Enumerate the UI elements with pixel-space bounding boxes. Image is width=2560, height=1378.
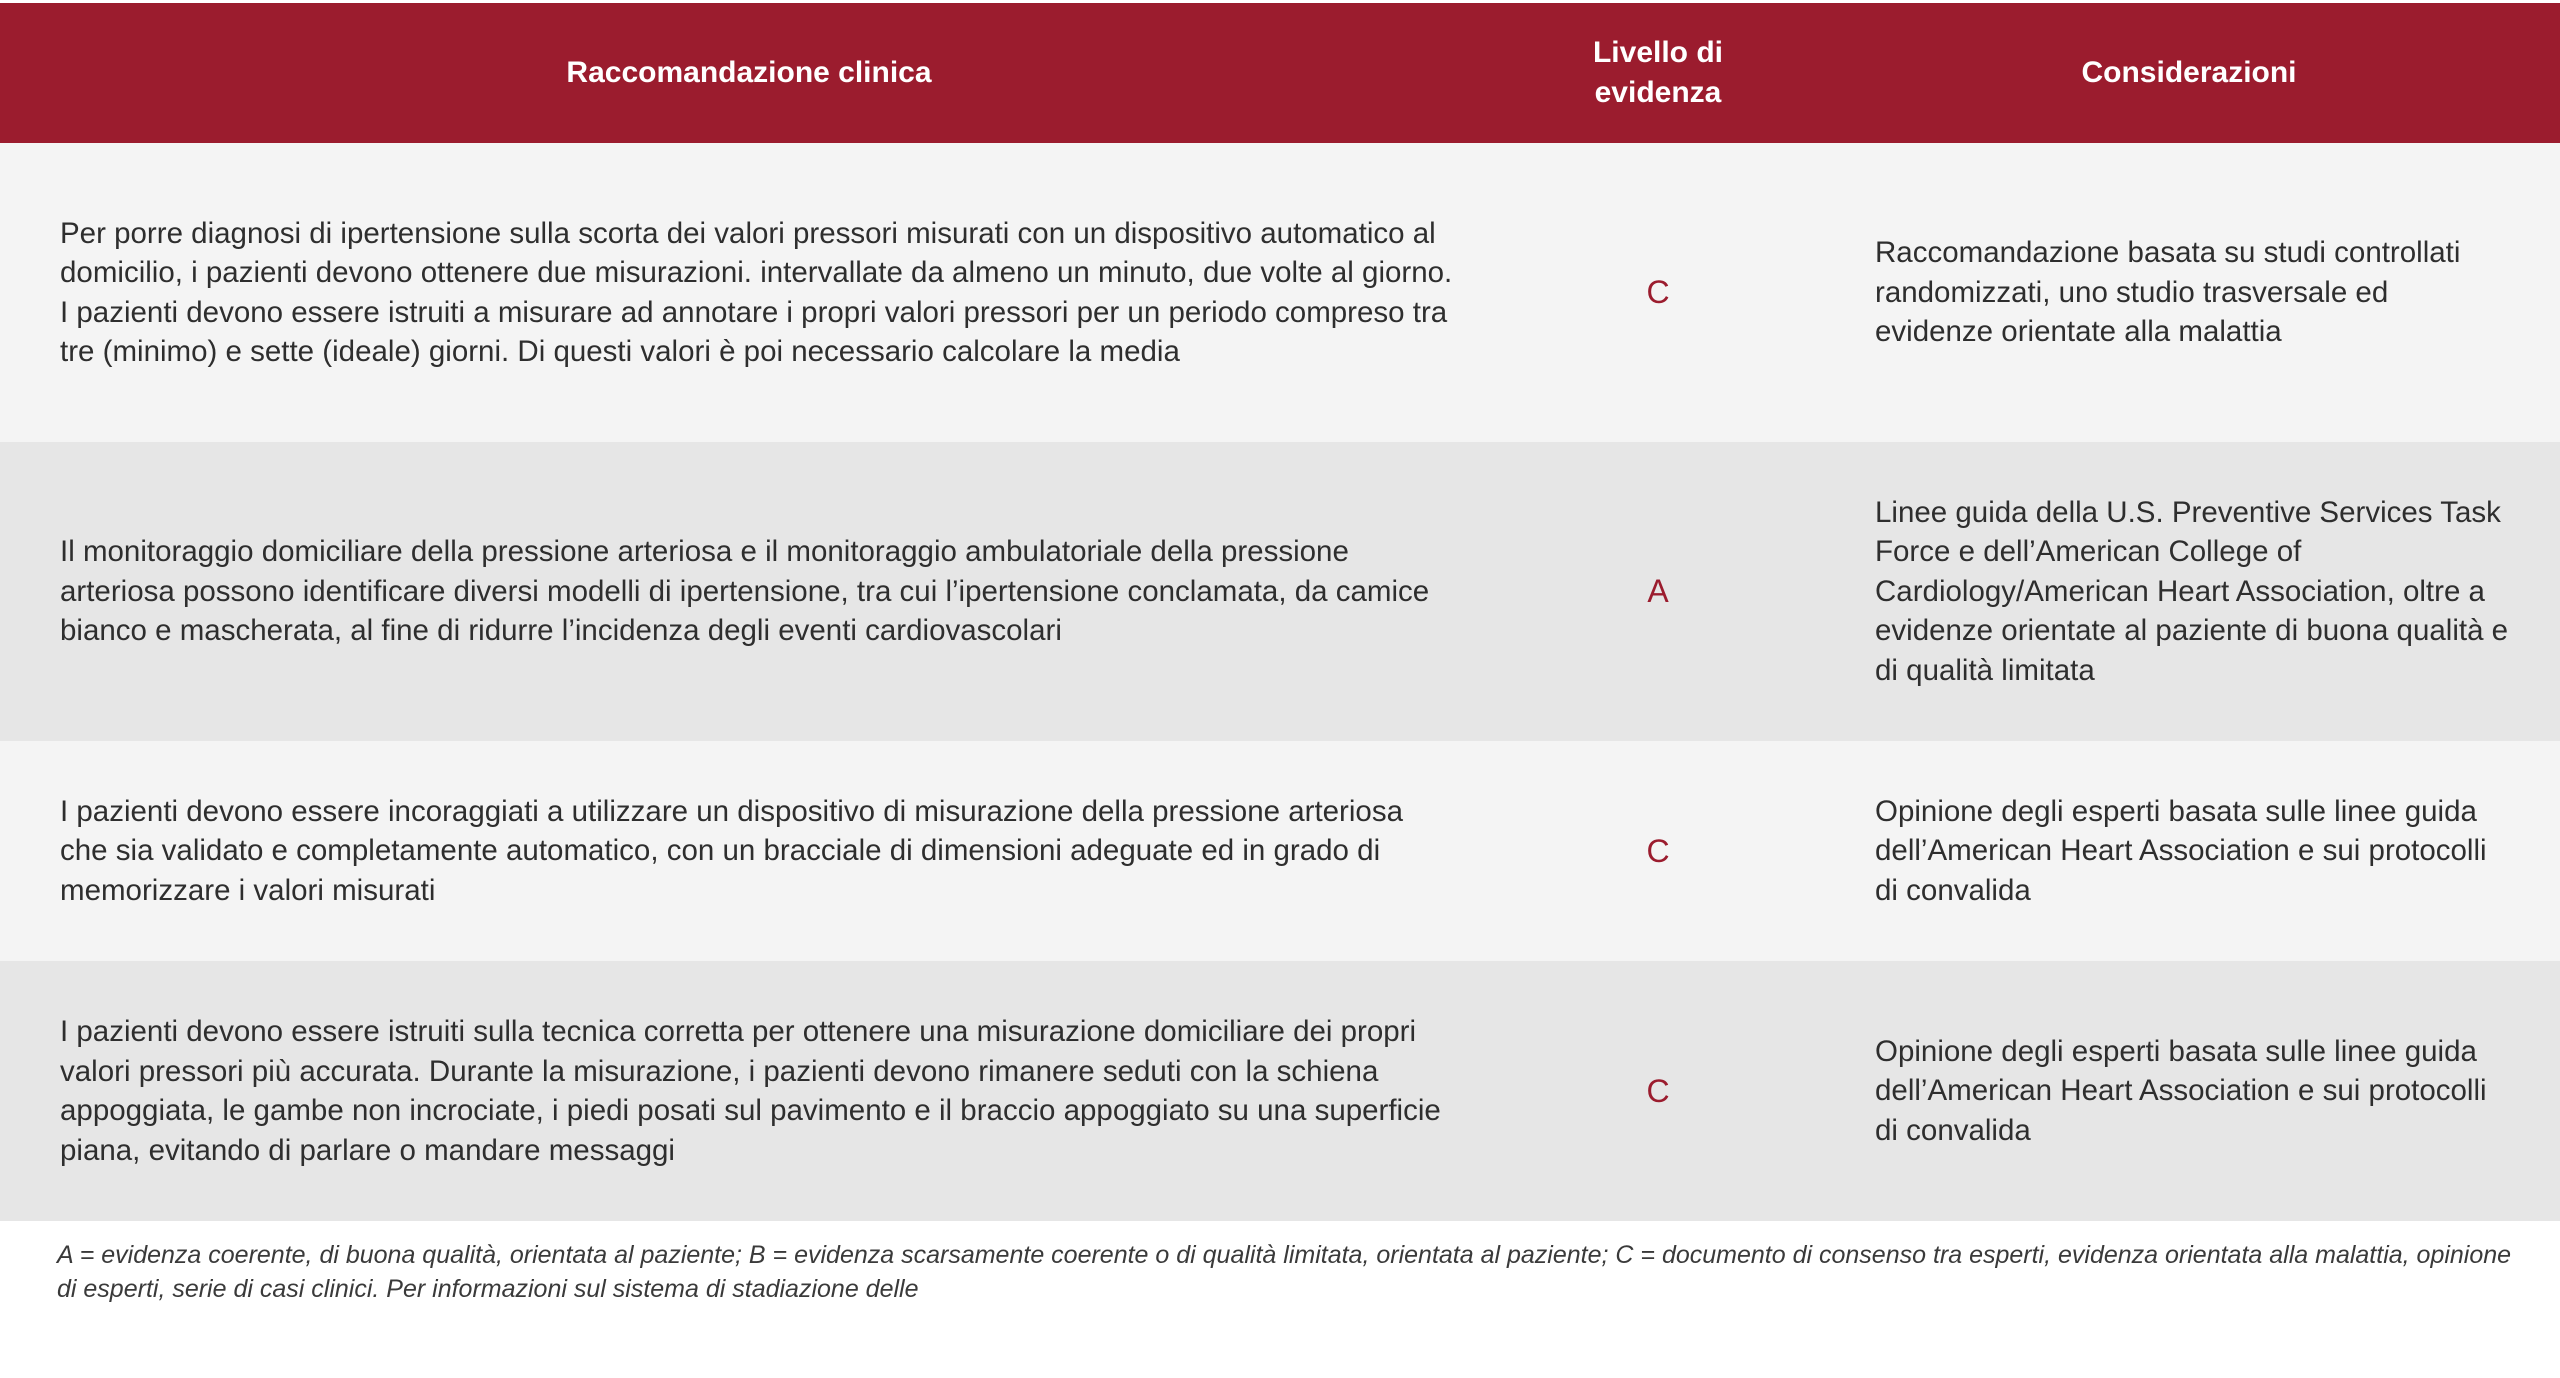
- considerations-cell: Opinione degli esperti basata sulle linee guida dell’American Heart Association e sui protocolli di convalida: [1875, 1034, 2487, 1147]
- recommendation-cell: I pazienti devono essere istruiti sulla tecnica corretta per ottenere una misurazione domiciliare dei propri valori pressori più accurata. Durante la misurazione, i pazienti devono rimanere seduti con la schiena appoggiata, le gambe non incrociate, i piedi posati sul pavimento e il braccio appoggiato su una superficie piana, evitando di parlare o mandare messaggi: [60, 1015, 1441, 1167]
- table-footnote: A = evidenza coerente, di buona qualità, orientata al paziente; B = evidenza scarsamente coerente o di qualità limitata, orientata al paziente; C = documento di consenso tra esperti, evidenza orientata alla malattia, opinione di esperti, serie di casi clinici. Per informazioni sul sistema di stadiazione delle: [57, 1241, 2512, 1303]
- evidence-level-cell: A: [1647, 573, 1669, 609]
- considerations-cell: Opinione degli esperti basata sulle linee guida dell’American Heart Association e sui protocolli di convalida: [1875, 794, 2487, 907]
- table-row: [0, 442, 2560, 741]
- considerations-cell: Raccomandazione basata su studi controllati randomizzati, uno studio trasversale ed evidenze orientate alla malattia: [1875, 236, 2461, 349]
- header-evidence-level: Livello di evidenza: [1592, 36, 1724, 109]
- table-row: [0, 741, 2560, 961]
- table-row: [0, 961, 2560, 1221]
- considerations-cell: Linee guida della U.S. Preventive Services Task Force e dell’American College of Cardiology/American Heart Association, oltre a evidenze orientate al paziente di buona qualità e di qualità limitata: [1875, 495, 2509, 687]
- evidence-level-cell: C: [1646, 832, 1670, 869]
- recommendation-cell: Il monitoraggio domiciliare della pressione arteriosa e il monitoraggio ambulatoriale della pressione arteriosa possono identificare diversi modelli di ipertensione, tra cui l’ipertensione conclamata, da camice bianco e mascherata, al fine di ridurre l’incidenza degli eventi cardiovascolari: [60, 535, 1430, 648]
- evidence-level-cell: C: [1646, 1072, 1670, 1109]
- evidence-level-cell: C: [1646, 274, 1670, 310]
- recommendation-cell: I pazienti devono essere incoraggiati a utilizzare un dispositivo di misurazione della pressione arteriosa che sia validato e completamente automatico, con un bracciale di dimensioni adeguate ed in grado di memorizzare i valori misurati: [60, 794, 1403, 907]
- recommendations-table: [0, 3, 2560, 1221]
- header-considerations: Considerazioni: [2081, 56, 2297, 89]
- table-header: [0, 3, 2560, 143]
- recommendation-cell: Per porre diagnosi di ipertensione sulla scorta dei valori pressori misurati con un dispositivo automatico al domicilio, i pazienti devono ottenere due misurazioni. intervallate da almeno un minuto, due volte al giorno. I pazienti devono essere istruiti a misurare ad annotare i propri valori pressori per un periodo compreso tra tre (minimo) e sette (ideale) giorni. Di questi valori è poi necessario calcolare la media: [60, 216, 1453, 368]
- table-row: [0, 143, 2560, 442]
- header-recommendation: Raccomandazione clinica: [566, 56, 932, 89]
